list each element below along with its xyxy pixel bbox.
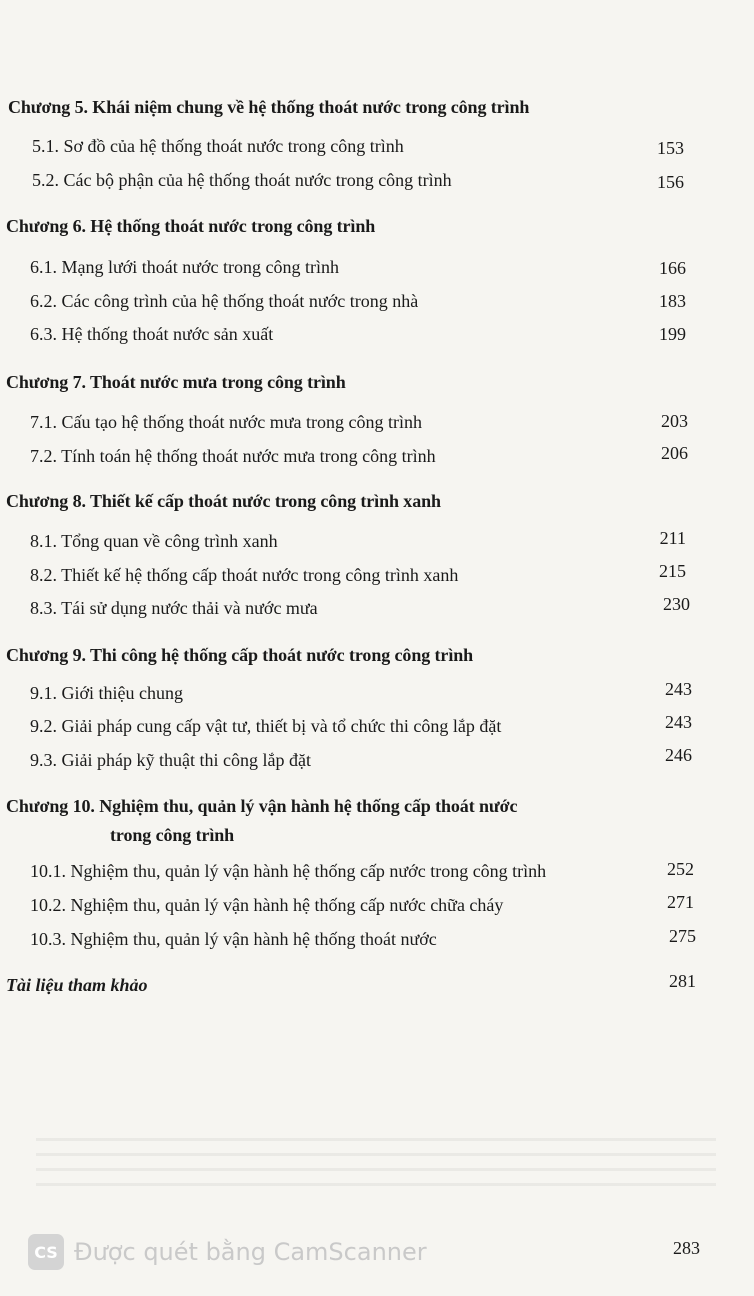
- toc-entry-7-2: 7.2. Tính toán hệ thống thoát nước mưa trong công trình: [30, 446, 436, 466]
- chapter-9-title: Chương 9. Thi công hệ thống cấp thoát nước trong công trình: [6, 645, 474, 665]
- toc-entry-10-2: 10.2. Nghiệm thu, quản lý vận hành hệ thống cấp nước chữa cháy: [30, 895, 504, 915]
- references-page: 281: [669, 971, 696, 991]
- toc-entry-10-1: 10.1. Nghiệm thu, quản lý vận hành hệ thống cấp nước trong công trình: [30, 861, 547, 881]
- chapter-5-title: Chương 5. Khái niệm chung về hệ thống thoát nước trong công trình: [8, 97, 530, 117]
- toc-page-9-3: 246: [665, 745, 692, 765]
- watermark-text: Được quét bằng CamScanner: [74, 1238, 427, 1266]
- toc-page-10-3: 275: [669, 926, 696, 946]
- toc-page-6-1: 166: [659, 258, 686, 278]
- toc-entry-7-1: 7.1. Cấu tạo hệ thống thoát nước mưa trong công trình: [30, 412, 422, 432]
- references-title: Tài liệu tham khảo: [6, 975, 148, 995]
- toc-entry-8-3: 8.3. Tái sử dụng nước thải và nước mưa: [30, 598, 318, 618]
- chapter-7-title: Chương 7. Thoát nước mưa trong công trình: [6, 372, 346, 392]
- toc-page-7-1: 203: [661, 411, 688, 431]
- toc-page-6-3: 199: [659, 324, 686, 344]
- page-number: 283: [673, 1238, 700, 1258]
- toc-entry-5-2: 5.2. Các bộ phận của hệ thống thoát nước trong công trình: [32, 170, 452, 190]
- camscanner-logo-icon: CS: [28, 1234, 64, 1270]
- toc-entry-8-1: 8.1. Tổng quan về công trình xanh: [30, 531, 278, 551]
- toc-page-8-3: 230: [663, 594, 690, 614]
- toc-page-9-2: 243: [665, 712, 692, 732]
- chapter-10-title-line2: trong công trình: [110, 825, 235, 845]
- toc-entry-9-1: 9.1. Giới thiệu chung: [30, 683, 183, 703]
- toc-page-6-2: 183: [659, 291, 686, 311]
- toc-page-10-1: 252: [667, 859, 694, 879]
- toc-entry-8-2: 8.2. Thiết kế hệ thống cấp thoát nước trong công trình xanh: [30, 565, 459, 585]
- toc-entry-10-3: 10.3. Nghiệm thu, quản lý vận hành hệ thống thoát nước: [30, 929, 437, 949]
- toc-entry-6-3: 6.3. Hệ thống thoát nước sản xuất: [30, 324, 274, 344]
- chapter-8-title: Chương 8. Thiết kế cấp thoát nước trong công trình xanh: [6, 491, 441, 511]
- toc-page-9-1: 243: [665, 679, 692, 699]
- toc-entry-9-2: 9.2. Giải pháp cung cấp vật tư, thiết bị và tổ chức thi công lắp đặt: [30, 716, 502, 736]
- chapter-10-title-line1: Chương 10. Nghiệm thu, quản lý vận hành hệ thống cấp thoát nước: [6, 796, 518, 816]
- toc-page-5-2: 156: [657, 172, 684, 192]
- toc-page-7-2: 206: [661, 443, 688, 463]
- toc-entry-6-1: 6.1. Mạng lưới thoát nước trong công trình: [30, 257, 340, 277]
- toc-page-5-1: 153: [657, 138, 684, 158]
- toc-page-10-2: 271: [667, 892, 694, 912]
- bleed-through-text: [36, 1138, 716, 1190]
- toc-entry-5-1: 5.1. Sơ đồ của hệ thống thoát nước trong công trình: [32, 136, 404, 156]
- toc-page-8-2: 215: [659, 561, 686, 581]
- chapter-6-title: Chương 6. Hệ thống thoát nước trong công trình: [6, 216, 376, 236]
- toc-entry-9-3: 9.3. Giải pháp kỹ thuật thi công lắp đặt: [30, 750, 311, 770]
- toc-entry-6-2: 6.2. Các công trình của hệ thống thoát nước trong nhà: [30, 291, 419, 311]
- chapter-10-title: [6, 796, 517, 846]
- toc-page-8-1: 211: [659, 528, 686, 548]
- camscanner-watermark: [28, 1234, 427, 1270]
